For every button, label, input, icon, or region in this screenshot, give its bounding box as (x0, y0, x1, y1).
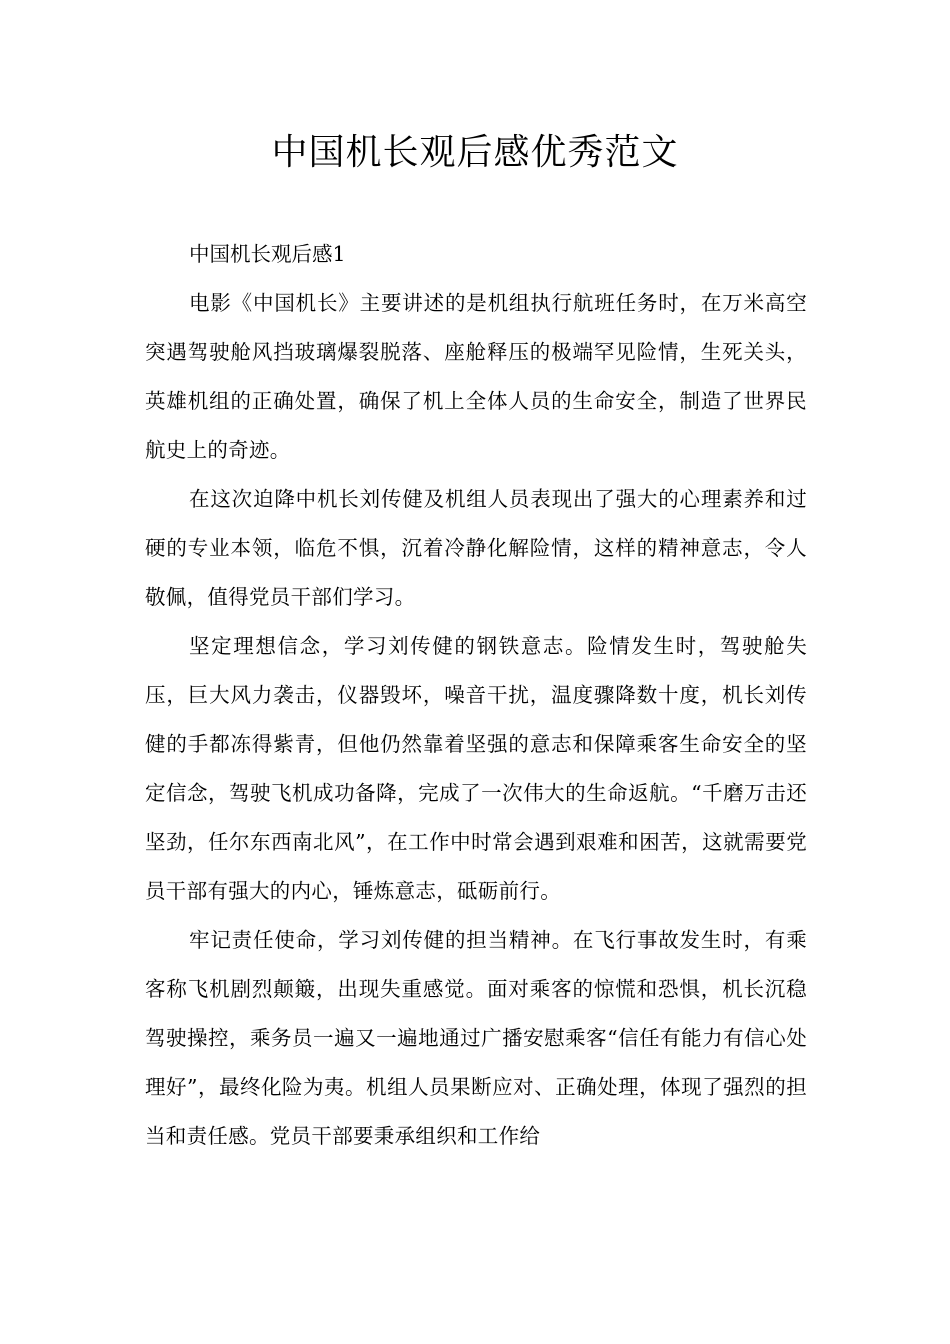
paragraph-2: 在这次迫降中机长刘传健及机组人员表现出了强大的心理素养和过硬的专业本领，临危不惧，沉着冷静化解险情，这样的精神意志，令人敬佩，值得党员干部们学习。 (145, 487, 807, 609)
paragraph-1: 电影《中国机长》主要讲述的是机组执行航班任务时，在万米高空突遇驾驶舱风挡玻璃爆裂脱落、座舱释压的极端罕见险情，生死关头，英雄机组的正确处置，确保了机上全体人员的生命安全，制造了世界民航史上的奇迹。 (145, 291, 807, 462)
paragraph-4: 牢记责任使命，学习刘传健的担当精神。在飞行事故发生时，有乘客称飞机剧烈颠簸，出现失重感觉。面对乘客的惊慌和恐惧，机长沉稳驾驶操控，乘务员一遍又一遍地通过广播安慰乘客“信任有能力有信心处理好”，最终化险为夷。机组人员果断应对、正确处理，体现了强烈的担当和责任感。党员干部要秉承组织和工作给 (145, 928, 807, 1148)
document-title: 中国机长观后感优秀范文 (271, 132, 679, 173)
section-heading: 中国机长观后感1 (189, 242, 346, 266)
paragraph-3: 坚定理想信念，学习刘传健的钢铁意志。险情发生时，驾驶舱失压，巨大风力袭击，仪器毁坏，噪音干扰，温度骤降数十度，机长刘传健的手都冻得紫青，但他仍然靠着坚强的意志和保障乘客生命安全的坚定信念，驾驶飞机成功备降，完成了一次伟大的生命返航。“千磨万击还坚劲，任尔东西南北风”，在工作中时常会遇到艰难和困苦，这就需要党员干部有强大的内心，锤炼意志，砥砺前行。 (145, 634, 807, 903)
document-body (145, 230, 807, 1161)
